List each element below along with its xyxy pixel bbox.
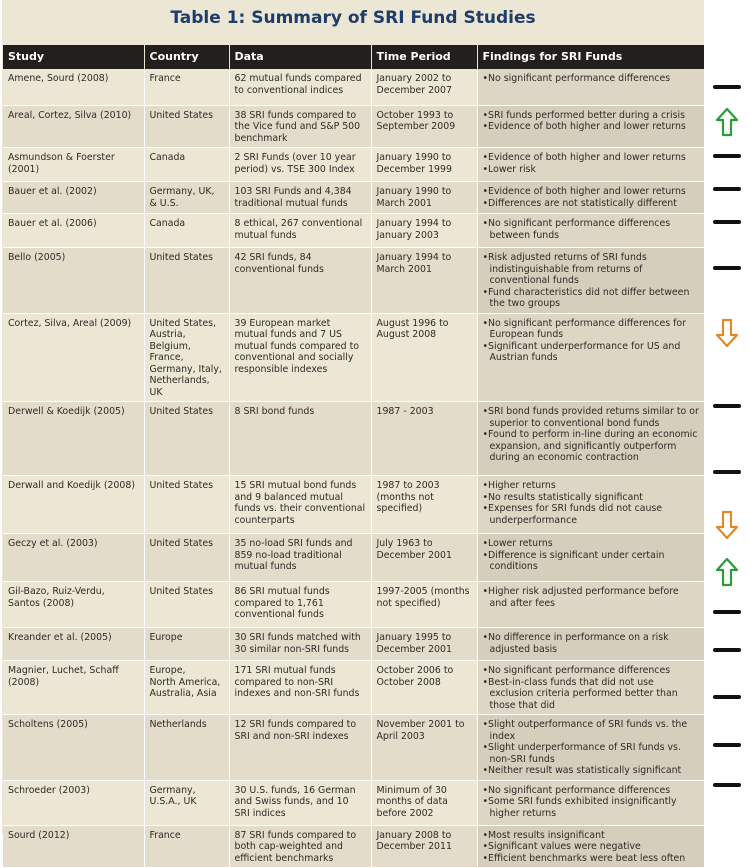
finding-item: • No difference in performance on a risk adjusted basis	[483, 632, 700, 655]
table-row	[3, 214, 704, 248]
table-row	[3, 780, 704, 825]
time-period-cell: January 1990 to December 1999	[371, 148, 477, 182]
table-row	[3, 182, 704, 214]
study-cell: Bauer et al. (2006)	[3, 214, 144, 248]
table-row	[3, 148, 704, 182]
data-cell: 8 SRI bond funds	[229, 402, 371, 476]
data-cell: 103 SRI Funds and 4,384 traditional mutual funds	[229, 182, 371, 214]
data-cell: 62 mutual funds compared to conventional indices	[229, 69, 371, 105]
dash-marker	[704, 628, 750, 671]
findings-cell	[477, 214, 704, 248]
finding-item: • Found to perform in-line during an economic expansion, and significantly outperform during an economic contraction	[483, 429, 700, 464]
country-cell: Germany, U.S.A., UK	[144, 780, 229, 825]
finding-item: • Neither result was statistically significant	[483, 765, 700, 777]
findings-cell	[477, 476, 704, 534]
study-cell: Amene, Sourd (2008)	[3, 69, 144, 105]
table-row	[3, 582, 704, 628]
table-row	[3, 628, 704, 661]
table-row	[3, 402, 704, 476]
findings-cell	[477, 661, 704, 715]
finding-item: • No significant performance differences between funds	[483, 218, 700, 241]
time-period-cell: August 1996 to August 2008	[371, 313, 477, 402]
study-cell: Sourd (2012)	[3, 825, 144, 868]
dash-marker	[704, 205, 750, 239]
finding-item: • Difference is significant under certain conditions	[483, 550, 700, 573]
country-cell: Europe, North America, Australia, Asia	[144, 661, 229, 715]
country-cell: United States	[144, 248, 229, 314]
data-cell: 87 SRI funds compared to both cap-weighted and efficient benchmarks	[229, 825, 371, 868]
country-cell: Germany, UK, & U.S.	[144, 182, 229, 214]
data-cell: 39 European market mutual funds and 7 US mutual funds compared to conventional and socially responsible indexes	[229, 313, 371, 402]
time-period-cell: 1987 - 2003	[371, 402, 477, 476]
time-period-cell: January 1990 to March 2001	[371, 182, 477, 214]
study-cell: Magnier, Luchet, Schaff (2008)	[3, 661, 144, 715]
country-cell: France	[144, 69, 229, 105]
study-cell: Bauer et al. (2002)	[3, 182, 144, 214]
time-period-cell: January 2002 to December 2007	[371, 69, 477, 105]
country-cell: United States	[144, 476, 229, 534]
findings-cell	[477, 715, 704, 781]
time-period-cell: October 2006 to October 2008	[371, 661, 477, 715]
finding-item: • Some SRI funds exhibited insignificantly higher returns	[483, 796, 700, 819]
dash-marker	[704, 767, 750, 803]
table-row	[3, 69, 704, 105]
time-period-cell: October 1993 to September 2009	[371, 105, 477, 148]
finding-item: • Significant underperformance for US and Austrian funds	[483, 341, 700, 364]
time-period-cell: January 1994 to January 2003	[371, 214, 477, 248]
country-cell: Canada	[144, 214, 229, 248]
up-arrow-icon	[704, 105, 750, 139]
table-row	[3, 825, 704, 868]
column-header-time-period: Time Period	[371, 45, 477, 69]
column-header-study: Study	[3, 45, 144, 69]
study-cell: Scholtens (2005)	[3, 715, 144, 781]
findings-cell	[477, 582, 704, 628]
finding-item: • SRI bond funds provided returns similar to or superior to conventional bond funds	[483, 406, 700, 429]
column-header-data: Data	[229, 45, 371, 69]
time-period-cell: 1987 to 2003 (months not specified)	[371, 476, 477, 534]
findings-cell	[477, 105, 704, 148]
country-cell: Canada	[144, 148, 229, 182]
data-cell: 2 SRI Funds (over 10 year period) vs. TSE 300 Index	[229, 148, 371, 182]
dash-marker	[704, 595, 750, 628]
table-row	[3, 105, 704, 148]
study-cell: Areal, Cortez, Silva (2010)	[3, 105, 144, 148]
time-period-cell: July 1963 to December 2001	[371, 534, 477, 582]
findings-cell	[477, 69, 704, 105]
finding-item: • Lower risk	[483, 164, 700, 176]
findings-cell	[477, 628, 704, 661]
time-period-cell: November 2001 to April 2003	[371, 715, 477, 781]
dash-marker	[704, 139, 750, 173]
finding-item: • Lower returns	[483, 538, 700, 550]
country-cell: United States	[144, 534, 229, 582]
finding-item: • No significant performance differences	[483, 785, 700, 797]
finding-item: • Slight underperformance of SRI funds vs. non-SRI funds	[483, 742, 700, 765]
data-cell: 42 SRI funds, 84 conventional funds	[229, 248, 371, 314]
study-cell: Gil-Bazo, Ruiz-Verdu, Santos (2008)	[3, 582, 144, 628]
dash-marker	[704, 69, 750, 105]
table-row	[3, 248, 704, 314]
table-row	[3, 715, 704, 781]
study-cell: Derwell & Koedijk (2005)	[3, 402, 144, 476]
finding-item: • Higher returns	[483, 480, 700, 492]
table-row	[3, 313, 704, 402]
findings-cell	[477, 534, 704, 582]
country-cell: United States	[144, 105, 229, 148]
column-header-findings: Findings for SRI Funds	[477, 45, 704, 69]
study-cell: Geczy et al. (2003)	[3, 534, 144, 582]
finding-item: • No results statistically significant	[483, 492, 700, 504]
data-cell: 171 SRI mutual funds compared to non-SRI indexes and non-SRI funds	[229, 661, 371, 715]
findings-cell	[477, 148, 704, 182]
finding-item: • Expenses for SRI funds did not cause underperformance	[483, 503, 700, 526]
findings-cell	[477, 248, 704, 314]
table-title: Table 1: Summary of SRI Fund Studies	[170, 8, 536, 28]
study-cell: Schroeder (2003)	[3, 780, 144, 825]
table-row	[3, 661, 704, 715]
data-cell: 15 SRI mutual bond funds and 9 balanced mutual funds vs. their conventional counterparts	[229, 476, 371, 534]
finding-item: • Fund characteristics did not differ between the two groups	[483, 287, 700, 310]
down-arrow-icon	[704, 501, 750, 549]
dash-marker	[704, 443, 750, 501]
dash-marker	[704, 722, 750, 767]
finding-item: • Evidence of both higher and lower returns	[483, 186, 700, 198]
table-row	[3, 534, 704, 582]
time-period-cell: 1997-2005 (months not specified)	[371, 582, 477, 628]
finding-item: • No significant performance differences	[483, 73, 700, 85]
country-cell: Europe	[144, 628, 229, 661]
data-cell: 12 SRI funds compared to SRI and non-SRI indexes	[229, 715, 371, 781]
country-cell: France	[144, 825, 229, 868]
data-cell: 86 SRI mutual funds compared to 1,761 conventional funds	[229, 582, 371, 628]
finding-item: • Evidence of both higher and lower returns	[483, 121, 700, 133]
time-period-cell: January 2008 to December 2011	[371, 825, 477, 868]
country-cell: United States	[144, 582, 229, 628]
findings-cell	[477, 780, 704, 825]
time-period-cell: January 1994 to March 2001	[371, 248, 477, 314]
country-cell: United States	[144, 402, 229, 476]
findings-cell	[477, 825, 704, 868]
finding-item: • No significant performance differences for European funds	[483, 318, 700, 341]
finding-item: • Higher risk adjusted performance before and after fees	[483, 586, 700, 609]
dash-marker	[704, 369, 750, 443]
sri-fund-studies-table	[3, 45, 704, 868]
country-cell: United States, Austria, Belgium, France, Germany, Italy, Netherlands, UK	[144, 313, 229, 402]
study-cell: Derwall and Koedijk (2008)	[3, 476, 144, 534]
finding-item: • No significant performance differences	[483, 665, 700, 677]
finding-item: • Significant values were negative	[483, 841, 700, 853]
study-cell: Cortez, Silva, Areal (2009)	[3, 313, 144, 402]
study-cell: Asmundson & Foerster (2001)	[3, 148, 144, 182]
time-period-cell: January 1995 to December 2001	[371, 628, 477, 661]
finding-item: • Differences are not statistically different	[483, 198, 700, 210]
dash-marker	[704, 173, 750, 205]
finding-item: • Efficient benchmarks were beat less often	[483, 853, 700, 865]
data-cell: 30 U.S. funds, 16 German and Swiss funds, and 10 SRI indices	[229, 780, 371, 825]
finding-item: • Slight outperformance of SRI funds vs. the index	[483, 719, 700, 742]
finding-item: • Risk adjusted returns of SRI funds indistinguishable from returns of conventional funds	[483, 252, 700, 287]
column-header-country: Country	[144, 45, 229, 69]
data-cell: 30 SRI funds matched with 30 similar non-SRI funds	[229, 628, 371, 661]
country-cell: Netherlands	[144, 715, 229, 781]
study-cell: Bello (2005)	[3, 248, 144, 314]
up-arrow-icon	[704, 549, 750, 595]
findings-cell	[477, 402, 704, 476]
finding-item: • Most results insignificant	[483, 830, 700, 842]
data-cell: 38 SRI funds compared to the Vice fund and S&P 500 benchmark	[229, 105, 371, 148]
data-cell: 8 ethical, 267 conventional mutual funds	[229, 214, 371, 248]
findings-cell	[477, 182, 704, 214]
time-period-cell: Minimum of 30 months of data before 2002	[371, 780, 477, 825]
dash-marker	[704, 671, 750, 722]
table-row	[3, 476, 704, 534]
data-cell: 35 no-load SRI funds and 859 no-load traditional mutual funds	[229, 534, 371, 582]
findings-cell	[477, 313, 704, 402]
down-arrow-icon	[704, 297, 750, 369]
finding-item: • Evidence of both higher and lower returns	[483, 152, 700, 164]
table-header-row	[3, 45, 704, 69]
finding-item: • Best-in-class funds that did not use exclusion criteria performed better than those that did	[483, 677, 700, 712]
study-cell: Kreander et al. (2005)	[3, 628, 144, 661]
dash-marker	[704, 239, 750, 297]
finding-item: • SRI funds performed better during a crisis	[483, 110, 700, 122]
